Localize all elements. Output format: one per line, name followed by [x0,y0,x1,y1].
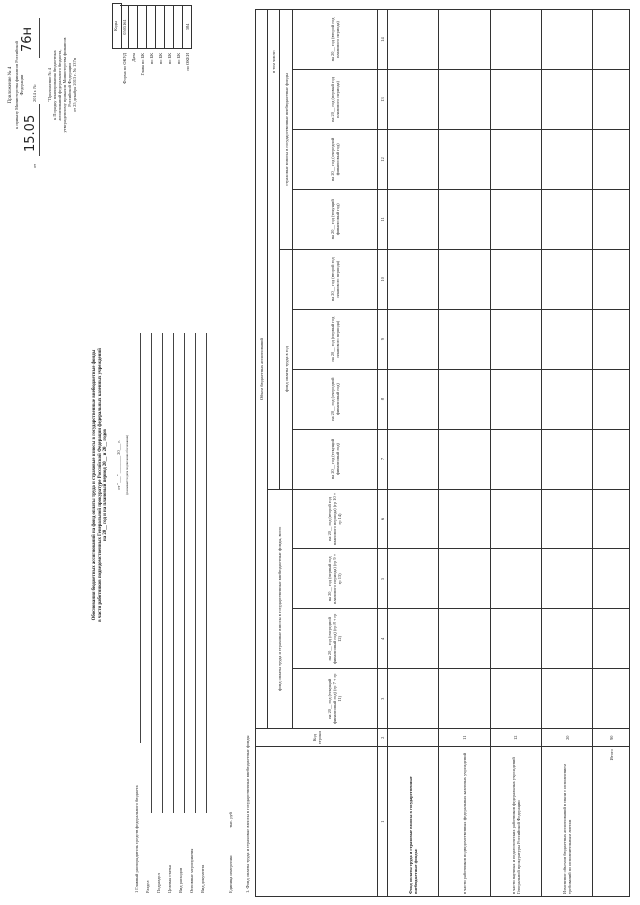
year-header-cell: на 20__ год (текущий финансовый год) (гр 7 + гр 11) [292,669,378,729]
row-name-cell: Изменение объемов бюджетных ассигнований в связи с исполнением требований по исполнительным листам [541,747,592,897]
row-name-cell: в части работников подведомственных федеральных казенных учреждений [439,747,490,897]
value-cell[interactable] [388,189,439,249]
value-cell[interactable] [490,549,541,609]
value-cell[interactable] [593,429,630,489]
value-cell[interactable] [439,669,490,729]
codes-label: по БК [176,53,181,65]
column-number-row [378,10,388,897]
sub-line-5: от 25 декабря 2013 г. № 137н [72,58,78,112]
field-label: Вид документа [200,864,205,893]
value-cell[interactable] [490,249,541,309]
field-row [154,333,164,893]
year-header-cell: на 20__ год (текущий финансовый год) [292,189,378,249]
value-cell[interactable] [439,249,490,309]
codes-label: по БК [149,53,154,65]
field-label: Целевая статья [167,864,172,893]
field-row [187,333,197,893]
row-code-cell: 12 [490,729,541,747]
header-group-main: Объем бюджетных ассигнований [256,10,268,729]
year-header-cell: на 20__ год (второй год планового периода) [292,249,378,309]
value-cell[interactable] [490,669,541,729]
field-row [176,333,186,893]
codes-label: Форма по ОКУД [122,53,127,84]
date-line: от "___" ________ 20___ г. [116,440,121,490]
value-cell[interactable] [593,549,630,609]
header-group-insurance: страховые взносы в государственные внебюджетные фонды [280,10,292,250]
value-cell[interactable] [388,549,439,609]
value-cell[interactable] [388,249,439,309]
value-cell[interactable] [439,10,490,70]
column-number-cell: 5 [378,549,388,609]
codes-row [156,5,165,113]
unit-value: тыс. руб [228,812,233,828]
value-cell[interactable] [439,609,490,669]
row-name-cell: Итого [593,747,630,897]
value-cell[interactable] [388,669,439,729]
value-cell[interactable] [439,369,490,429]
codes-label: по БК [167,53,172,65]
codes-row [174,5,183,113]
codes-value: 0505161 [120,5,129,49]
field-input-line[interactable] [206,333,207,813]
field-row [132,333,142,893]
value-cell[interactable] [541,549,592,609]
codes-row [138,5,147,113]
year-header-cell: на 20__ год (первый год планового периода) [292,70,378,130]
sub-line-1: к Порядку планирования бюджетных [51,50,57,120]
value-cell[interactable] [541,189,592,249]
value-cell[interactable] [593,369,630,429]
order-line-2: Федерации [18,74,24,96]
date-caption: (указывается дата подписания обоснования) [125,434,129,496]
row-code-cell: 20 [541,729,592,747]
value-cell[interactable] [388,429,439,489]
column-number-cell: 11 [378,189,388,249]
column-number-cell: 14 [378,10,388,70]
value-cell[interactable] [439,309,490,369]
year-header-cell: на 20__ год (очередной финансовый год) [292,129,378,189]
value-cell[interactable] [490,129,541,189]
row-name-cell: Фонд оплаты труда и страховые взносы в государственные внебюджетные фонды: [388,747,439,897]
handwritten-date: 15.05 [22,114,38,152]
value-cell[interactable] [541,429,592,489]
value-cell[interactable] [490,309,541,369]
title-line-2: в части работников подведомственных Генеральной прокуратуре Российской Федерации федеральных казенных учреждений [97,348,103,622]
order-line-1: к приказу Министерства финансов Российской [13,41,19,129]
sub-line-4: Российской Федерации [67,63,73,107]
field-input-line[interactable] [140,333,141,743]
value-cell[interactable] [541,10,592,70]
codes-row [129,5,138,113]
field-input-line[interactable] [184,333,185,813]
value-cell[interactable] [439,549,490,609]
value-cell[interactable] [439,70,490,130]
appendix-title: Приложение № 4 [8,66,13,104]
value-cell[interactable] [593,609,630,669]
value-cell[interactable] [541,309,592,369]
budget-table [255,9,630,897]
column-number-cell: 4 [378,609,388,669]
header-group-total: фонд оплаты труда и страховые взносы в государственные внебюджетные фонды, всего [268,489,292,729]
table-row [490,10,541,897]
unit-label: Единица измерения: [228,854,233,893]
table-row [439,10,490,897]
row-code-cell: 90 [593,729,630,747]
sub-line-2: ассигнований федерального бюджета, [57,49,62,121]
value-cell[interactable] [541,249,592,309]
value-cell[interactable] [388,489,439,549]
value-cell[interactable] [490,609,541,669]
year-header-cell: на 20__ год (первый год планового периода) [292,309,378,369]
field-row [198,333,208,893]
table-body [388,10,630,897]
codes-label: Глава по БК [140,53,145,76]
year-header-cell: на 20__ год (первый год планового периода) (гр 9 + гр 13) [292,549,378,609]
year-header-cell: на 20__ год (текущий финансовый год) [292,429,378,489]
year-header-cell: на 20__ год (второй год планового периода) [292,10,378,70]
value-cell[interactable] [593,309,630,369]
value-cell[interactable] [439,129,490,189]
column-number-cell: 10 [378,249,388,309]
field-label: Основные мероприятия [189,848,194,893]
codes-value [156,5,165,49]
field-input-line[interactable] [151,333,152,813]
date-prefix: от [31,163,37,168]
value-cell[interactable] [593,10,630,70]
field-row [143,333,153,893]
value-cell[interactable] [388,369,439,429]
codes-value [138,5,147,49]
column-number-cell: 8 [378,369,388,429]
codes-value: 384 [183,5,192,49]
column-number-cell: 2 [378,729,388,747]
unit-row [228,693,233,893]
field-label: Подраздел [156,873,161,893]
column-number-cell: 9 [378,309,388,369]
value-cell[interactable] [541,609,592,669]
row-name-cell: в части научных и педагогических работников федеральных учреждений Генеральной прокуратуры Российской Федерации [490,747,541,897]
value-cell[interactable] [490,429,541,489]
codes-label: по БК [158,53,163,65]
value-cell[interactable] [541,369,592,429]
value-cell[interactable] [593,189,630,249]
sub-appendix: "Приложение № 4 [46,68,52,102]
header-group-fot: фонд оплаты труда в год [280,249,292,489]
value-cell[interactable] [439,429,490,489]
value-cell[interactable] [593,129,630,189]
value-cell[interactable] [388,309,439,369]
value-cell[interactable] [593,249,630,309]
table-row [541,10,592,897]
value-cell[interactable] [593,489,630,549]
value-cell[interactable] [490,489,541,549]
handwritten-number: 76н [19,26,35,52]
document-title [92,225,109,745]
appendix-header [8,0,77,170]
column-number-cell: 1 [378,747,388,897]
field-row [165,333,175,893]
field-input-line[interactable] [195,333,196,813]
value-cell[interactable] [490,10,541,70]
value-cell[interactable] [490,369,541,429]
value-cell[interactable] [593,70,630,130]
year-text: 2014 г. № [31,84,37,102]
value-cell[interactable] [541,669,592,729]
header-name-col [256,747,378,897]
title-line-3: на 20__ год и на плановый период 20__ и 20__ годов [103,429,109,541]
year-header-cell: на 20__ год (очередной финансовый год) (гр 8 + гр 12) [292,609,378,669]
year-header-cell: на 20__ год (очередной финансовый год) [292,369,378,429]
value-cell[interactable] [388,70,439,130]
column-number-cell: 13 [378,70,388,130]
value-cell[interactable] [388,10,439,70]
codes-value [174,5,183,49]
year-header-cell: на 20__ год (второй год планового периода) (гр 10 + гр 14) [292,489,378,549]
value-cell[interactable] [439,489,490,549]
codes-value [147,5,156,49]
row-code-cell: 11 [439,729,490,747]
row-code-cell [388,729,439,747]
value-cell[interactable] [593,669,630,729]
codes-row [165,5,174,113]
table-row [388,10,439,897]
field-label: Вид расходов [178,867,183,893]
field-input-line[interactable] [162,333,163,813]
header-group-unit: в том числе: [268,10,280,490]
value-cell[interactable] [541,70,592,130]
header-code-col: Код строки [256,729,378,747]
field-label: Раздел [145,880,150,893]
value-cell[interactable] [541,489,592,549]
table-row [593,10,630,897]
codes-row [183,5,192,113]
codes-row [120,5,129,113]
value-cell[interactable] [439,189,490,249]
codes-label: Дата [131,53,136,62]
title-line-1: Обоснования бюджетных ассигнований на фонд оплаты труда и страховые взносы в государственные внебюджетные фонды [92,349,97,621]
column-number-cell: 6 [378,489,388,549]
column-number-cell: 12 [378,129,388,189]
sub-line-3: утвержденному приказом Министерства финансов [62,37,68,133]
codes-value [129,5,138,49]
field-label: 1 Главный распорядитель средств федерального бюджета [134,785,139,893]
column-number-cell: 7 [378,429,388,489]
value-cell[interactable] [388,129,439,189]
value-cell[interactable] [541,129,592,189]
column-number-cell: 3 [378,669,388,729]
codes-label: по ОКЕИ [185,53,190,71]
codes-value [165,5,174,49]
codes-row [147,5,156,113]
value-cell[interactable] [490,70,541,130]
field-input-line[interactable] [173,333,174,813]
value-cell[interactable] [490,189,541,249]
codes-header: Коды [112,3,122,49]
section-title: 1. Фонд оплаты труда и страховые взносы в государственные внебюджетные фонды [245,735,250,893]
value-cell[interactable] [388,609,439,669]
